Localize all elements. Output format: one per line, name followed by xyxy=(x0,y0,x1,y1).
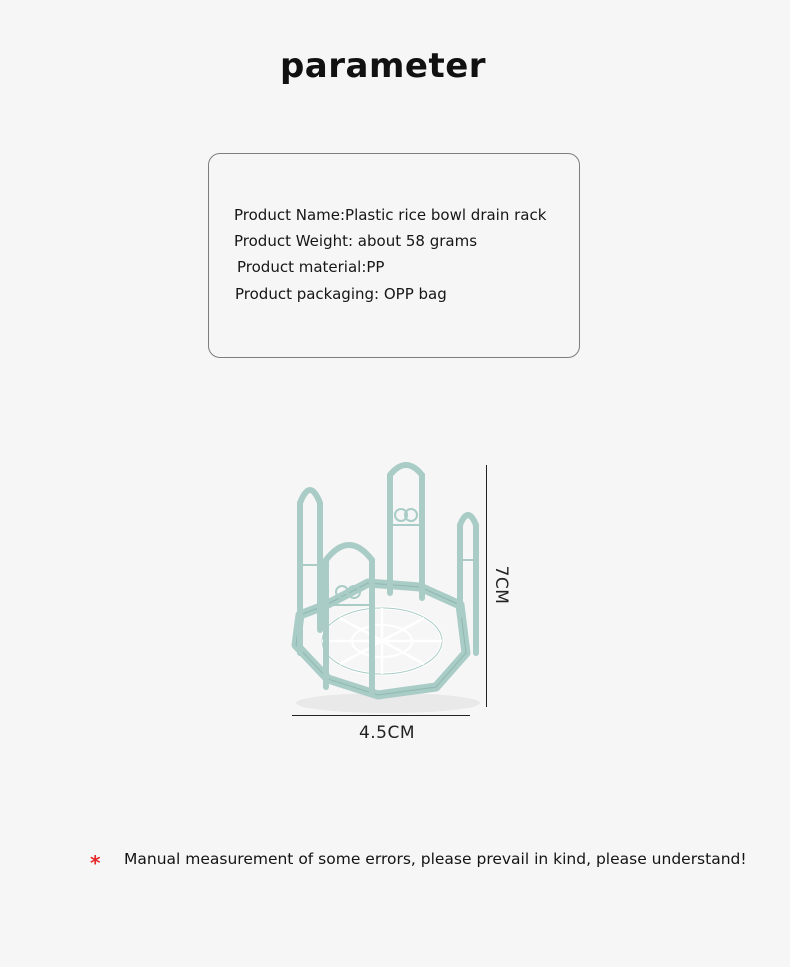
rack-arch-left xyxy=(300,490,320,653)
width-dimension-label: 4.5CM xyxy=(358,723,416,743)
product-material: Product material:PP xyxy=(237,258,385,276)
drain-rack-image xyxy=(270,455,510,755)
page-title: parameter xyxy=(279,46,487,86)
parameter-box xyxy=(208,153,580,358)
product-name: Product Name:Plastic rice bowl drain rack xyxy=(234,206,547,224)
rack-arch-back xyxy=(390,465,422,598)
width-dimension-line xyxy=(292,715,470,716)
height-dimension-line xyxy=(486,465,487,707)
product-weight: Product Weight: about 58 grams xyxy=(234,232,478,250)
asterisk-icon: * xyxy=(90,851,101,875)
measurement-note: Manual measurement of some errors, please prevail in kind, please understand! xyxy=(124,850,747,868)
product-packaging: Product packaging: OPP bag xyxy=(235,285,447,303)
rack-arch-front xyxy=(326,545,372,693)
height-dimension-label: 7CM xyxy=(491,565,511,605)
